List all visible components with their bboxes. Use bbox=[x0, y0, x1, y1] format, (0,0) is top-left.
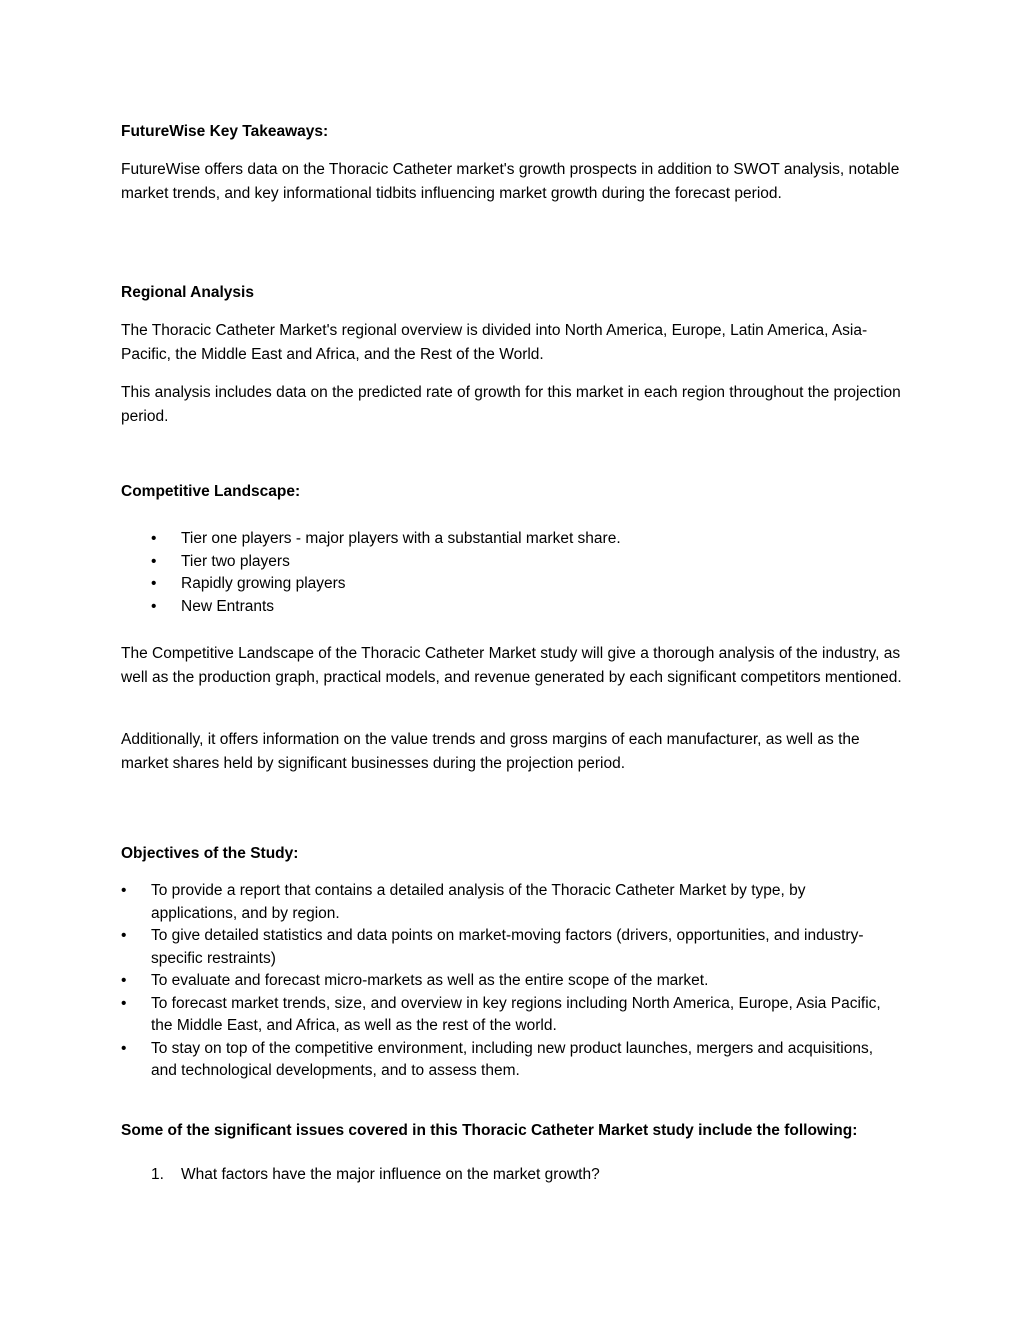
bullet-marker: • bbox=[121, 1039, 127, 1057]
competitive-heading: Competitive Landscape: bbox=[121, 483, 301, 500]
list-item bbox=[121, 880, 891, 925]
bullet-marker: • bbox=[151, 575, 157, 592]
document-page bbox=[121, 0, 906, 1325]
competitive-paragraph-1: The Competitive Landscape of the Thoracic Catheter Market study will give a thorough analysis of the industry, as well as the production graph, practical models, and revenue generated by each significant competitors mentioned. bbox=[121, 645, 902, 686]
list-item-text: Rapidly growing players bbox=[181, 575, 346, 592]
bullet-marker: • bbox=[121, 972, 127, 989]
bullet-marker: • bbox=[121, 882, 127, 899]
list-item bbox=[121, 528, 621, 551]
list-item bbox=[121, 1038, 891, 1083]
issues-numbered-list bbox=[121, 1164, 600, 1187]
issues-heading: Some of the significant issues covered in this Thoracic Catheter Market study include the following: bbox=[121, 1122, 858, 1139]
bullet-marker: • bbox=[121, 927, 127, 944]
competitive-paragraph-2: Additionally, it offers information on the value trends and gross margins of each manufacturer, as well as the market shares held by significant businesses during the projection period. bbox=[121, 731, 860, 772]
objectives-bullet-list bbox=[121, 880, 891, 1083]
regional-paragraph-1: The Thoracic Catheter Market's regional overview is divided into North America, Europe, Latin America, Asia-Pacific, the Middle East and Africa, and the Rest of the World. bbox=[121, 322, 868, 363]
list-item bbox=[121, 925, 891, 970]
list-item-text: To give detailed statistics and data points on market-moving factors (drivers, opportunities, and industry-specific restraints) bbox=[151, 927, 864, 967]
regional-heading: Regional Analysis bbox=[121, 284, 254, 301]
takeaways-heading: FutureWise Key Takeaways: bbox=[121, 123, 329, 140]
list-item-text: To forecast market trends, size, and overview in key regions including North America, Europe, Asia Pacific, the Middle East, and Africa, as well as the rest of the world. bbox=[151, 994, 881, 1034]
list-item bbox=[121, 596, 621, 619]
list-item bbox=[121, 551, 621, 574]
list-item-text: What factors have the major influence on the market growth? bbox=[181, 1166, 600, 1183]
regional-paragraph-2: This analysis includes data on the predicted rate of growth for this market in each region throughout the projection period. bbox=[121, 384, 901, 425]
list-item-text: Tier one players - major players with a substantial market share. bbox=[181, 530, 621, 547]
bullet-marker: • bbox=[151, 552, 157, 570]
bullet-marker: • bbox=[121, 994, 127, 1012]
takeaways-paragraph: FutureWise offers data on the Thoracic Catheter market's growth prospects in addition to SWOT analysis, notable market trends, and key informational tidbits influencing market growth during the forecast period. bbox=[121, 161, 900, 202]
list-item bbox=[121, 573, 621, 596]
list-item-text: New Entrants bbox=[181, 597, 275, 615]
list-item bbox=[121, 970, 891, 993]
bullet-marker: • bbox=[151, 597, 157, 615]
list-item-text: Tier two players bbox=[181, 552, 290, 570]
list-item-text: To evaluate and forecast micro-markets as well as the entire scope of the market. bbox=[151, 972, 709, 989]
list-item-number: 1. bbox=[151, 1166, 164, 1183]
list-item bbox=[121, 1164, 600, 1187]
list-item-text: To stay on top of the competitive environment, including new product launches, mergers and acquisitions, and technological developments, and to assess them. bbox=[151, 1039, 874, 1079]
objectives-heading: Objectives of the Study: bbox=[121, 845, 299, 862]
list-item-text: To provide a report that contains a detailed analysis of the Thoracic Catheter Market by type, by applications, and by region. bbox=[151, 882, 806, 922]
competitive-bullet-list bbox=[121, 528, 621, 618]
bullet-marker: • bbox=[151, 530, 157, 547]
list-item bbox=[121, 993, 891, 1038]
